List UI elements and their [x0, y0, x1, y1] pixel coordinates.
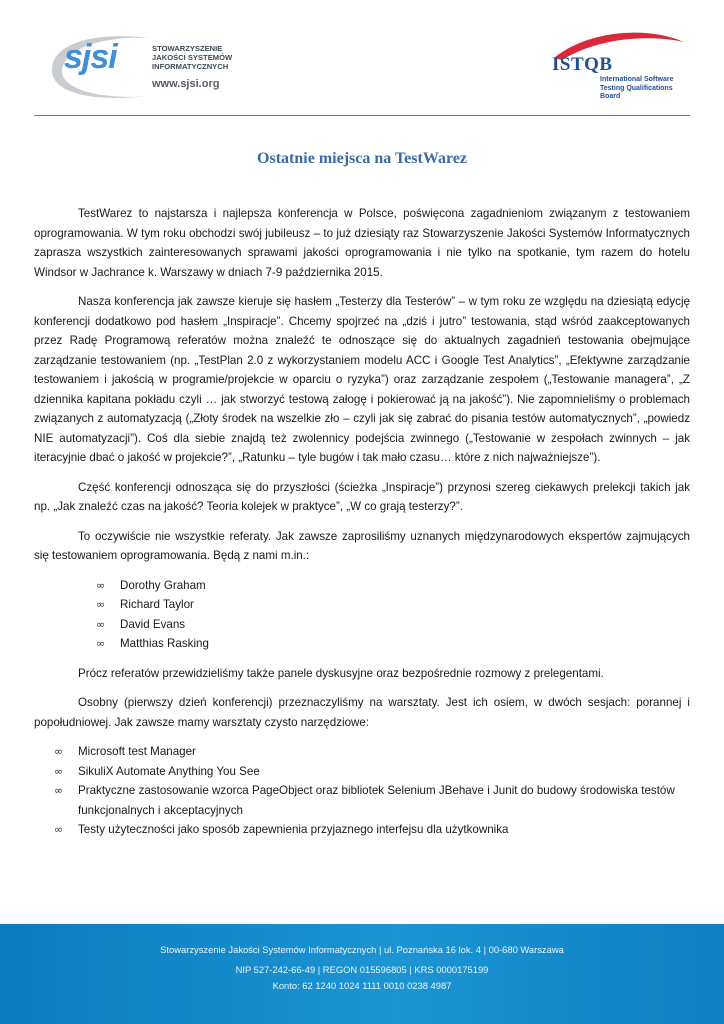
infinity-bullet-icon: ∞ [96, 637, 106, 650]
paragraph-panels: Prócz referatów przewidzieliśmy także panele dyskusyjne oraz bezpośrednie rozmowy z prelegentami. [78, 666, 604, 680]
list-item [54, 820, 690, 840]
speaker-name: David Evans [120, 617, 186, 631]
infinity-bullet-icon: ∞ [54, 823, 64, 836]
list-item [96, 595, 690, 615]
list-item [96, 615, 690, 635]
paragraph-inspirations: Część konferencji odnosząca się do przyszłości (ścieżka „Inspiracje”) przynosi szereg ciekawych prelekcji takich jak np. „Jak znaleźć czas na jakość? Teoria kolejek w praktyce”, „W co grają testerzy?”. [34, 480, 690, 513]
sjsi-organization-name: STOWARZYSZENIE JAKOŚCI SYSTEMÓW INFORMATYCZNYCH [152, 44, 233, 71]
infinity-bullet-icon: ∞ [54, 745, 64, 758]
infinity-bullet-icon: ∞ [54, 764, 64, 778]
footer-bar [0, 924, 724, 1024]
workshop-title: Praktyczne zastosowanie wzorca PageObject oraz bibliotek Selenium JBehave i Junit do budowy środowiska testów funkcjonalnych i akceptacyjnych [78, 784, 675, 817]
document-body [34, 204, 690, 850]
workshops-list [54, 742, 690, 840]
letterhead [0, 0, 724, 118]
istqb-logo [548, 28, 688, 100]
paragraph-program: Nasza konferencja jak zawsze kieruje się hasłem „Testerzy dla Testerów” – w tym roku ze względu na dziesiątą edycję konferencji dodatkowo pod hasłem „Inspiracje”. Chcemy spojrzeć na „dziś i jutro” testowania, stąd wśród zaakceptowanych przez Radę Programową referatów można znaleźć te odnoszące się do aktualnych zagadnień testowania obejmujące zarządzanie testowaniem (np. „TestPlan 2.0 z wykorzystaniem modelu ACC i Google Test Analytics”, „Efektywne zarządzanie testowaniem i jakością w programie/projekcie w oparciu o ryzyka”) oraz zarządzanie zespołem („Testowanie managera”, „Z dziennika kapitana pokładu czyli … jak stworzyć testową załogę i pokierować ją na jakość”). Nie zapomnieliśmy o problemach związanych z automatyzacją („Złoty środek na wszelkie zło – czyli jak się zabrać do pisania testów automatycznych”, „powiedz NIE automatyzacji”). Coś dla siebie znajdą też zwolennicy podejścia zwinnego („Testowanie w zespołach zwinnych – jak iteracyjnie dbać o jakość w projekcie?”, „Ratunku – tyle bugów i tak mało czasu… które z nich najważniejsze”). [34, 295, 690, 464]
footer-registry: NIP 527-242-66-49 | REGON 015596805 | KRS 0000175199 [235, 964, 489, 975]
infinity-bullet-icon: ∞ [96, 598, 106, 611]
speaker-name: Richard Taylor [120, 598, 194, 611]
list-item [96, 576, 690, 596]
header-divider [34, 115, 690, 116]
sjsi-website: www.sjsi.org [152, 78, 220, 90]
workshop-title: SikuliX Automate Anything You See [78, 764, 260, 778]
infinity-bullet-icon: ∞ [96, 617, 106, 631]
list-item [54, 742, 690, 762]
speakers-list [96, 576, 690, 654]
paragraph-workshops: Osobny (pierwszy dzień konferencji) przeznaczyliśmy na warsztaty. Jest ich osiem, w dwóch sesjach: porannej i popołudniowej. Jak zawsze mamy warsztaty czysto narzędziowe: [34, 696, 690, 729]
workshop-title: Microsoft test Manager [78, 745, 196, 758]
istqb-subtitle: International Software Testing Qualifications Board [600, 76, 674, 100]
list-item [54, 762, 690, 782]
istqb-wordmark: ISTQB [552, 54, 613, 75]
sjsi-logo-letters: sjsi [64, 38, 117, 76]
infinity-bullet-icon: ∞ [54, 784, 64, 797]
footer-bank-account: Konto: 62 1240 1024 1111 0010 0238 4987 [272, 980, 452, 991]
sjsi-logo [44, 30, 244, 102]
document-title: Ostatnie miejsca na TestWarez [257, 150, 467, 167]
workshop-title: Testy użyteczności jako sposób zapewnienia przyjaznego interfejsu dla użytkownika [78, 823, 509, 836]
paragraph-experts: To oczywiście nie wszystkie referaty. Jak zawsze zaprosiliśmy uznanych międzynarodowych ekspertów zajmujących się testowaniem oprogramowania. Będą z nami m.in.: [34, 529, 690, 562]
infinity-bullet-icon: ∞ [96, 578, 106, 592]
list-item [96, 634, 690, 654]
footer-address: Stowarzyszenie Jakości Systemów Informatycznych | ul. Poznańska 16 lok. 4 | 00-680 Warszawa [160, 944, 564, 955]
paragraph-intro: TestWarez to najstarsza i najlepsza konferencja w Polsce, poświęcona zagadnieniom związanym z testowaniem oprogramowania. W tym roku obchodzi swój jubileusz – to już dziesiąty raz Stowarzyszenie Jakości Systemów Informatycznych zaprasza wszystkich zainteresowanych sprawami jakości oprogramowania i nie tylko na spotkanie, tym razem do hotelu Windsor w Jachrance k. Warszawy w dniach 7-9 października 2015. [34, 207, 690, 279]
speaker-name: Matthias Rasking [120, 637, 209, 650]
list-item [54, 781, 690, 820]
speaker-name: Dorothy Graham [120, 578, 206, 592]
